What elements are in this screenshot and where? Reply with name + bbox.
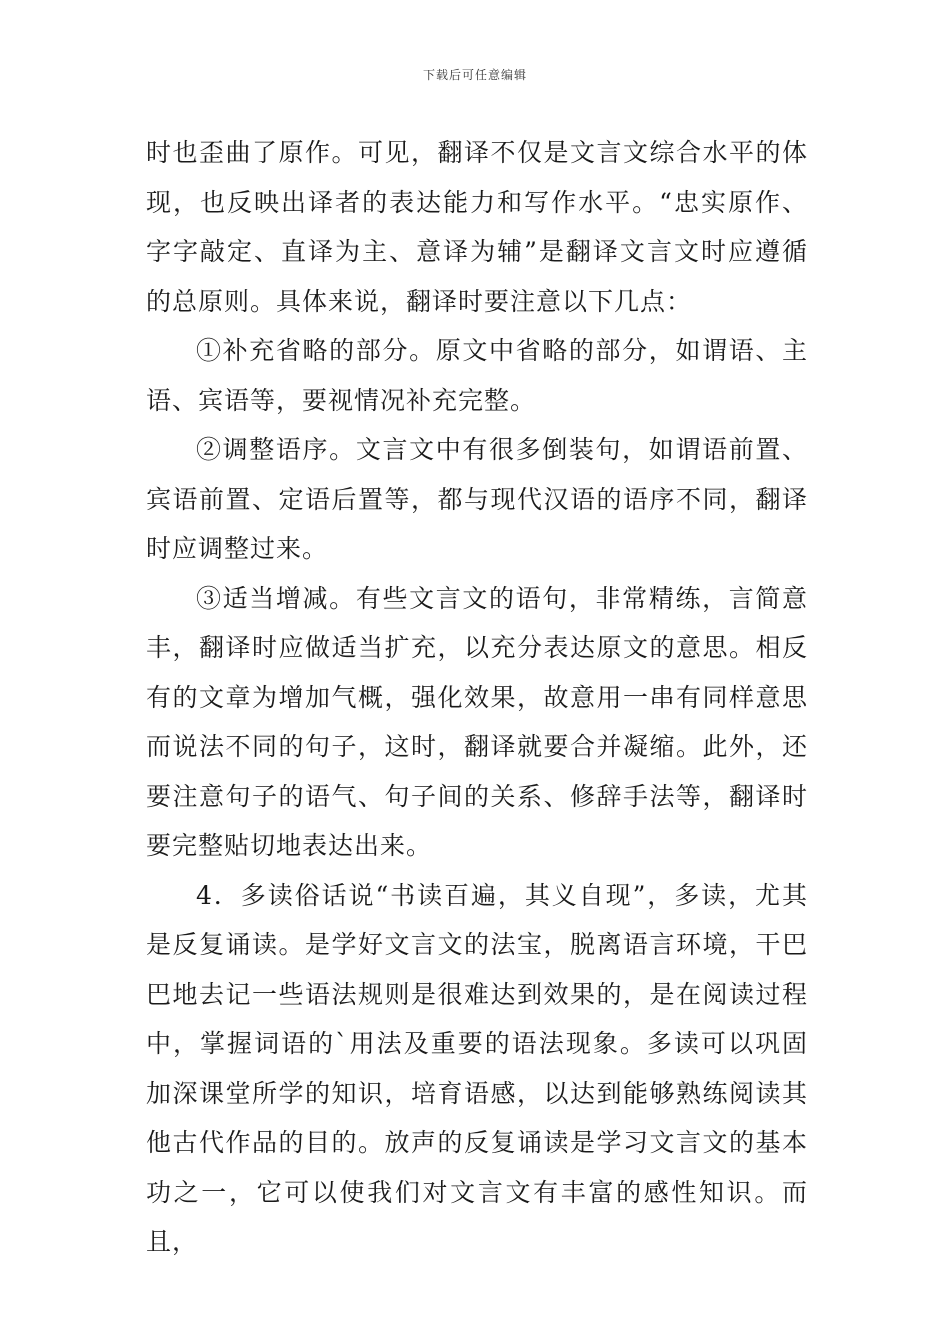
paragraph-read-more: 4．多读俗话说“书读百遍，其义自现”，多读，尤其是反复诵读。是学好文言文的法宝，脱离语言环境，干巴巴地去记一些语法规则是很难达到效果的，是在阅读过程中，掌握词语的`用法及重要的语法现象。多读可以巩固加深课堂所学的知识，培育语感，以达到能够熟练阅读其他古代作品的目的。放声的反复诵读是学习文言文的基本功之一，它可以使我们对文言文有丰富的感性知识。而且，: [146, 880, 808, 1256]
page-header: 下载后可任意编辑: [422, 68, 527, 82]
paragraph-adjust-word-order: ②调整语序。文言文中有很多倒装句，如谓语前置、宾语前置、定语后置等，都与现代汉语的语序不同，翻译时应调整过来。: [146, 435, 808, 563]
paragraph-add-remove: ③适当增减。有些文言文的语句，非常精练，言简意丰，翻译时应做适当扩充，以充分表达原文的意思。相反有的文章为增加气概，强化效果，故意用一串有同样意思而说法不同的句子，这时，翻译就要合并凝缩。此外，还要注意句子的语气、句子间的关系、修辞手法等，翻译时要完整贴切地表达出来。: [146, 583, 808, 860]
document-body: [146, 128, 808, 1267]
paragraph-supplement-omission: ①补充省略的部分。原文中省略的部分，如谓语、主语、宾语等，要视情况补充完整。: [146, 336, 808, 415]
paragraph-continuation: 时也歪曲了原作。可见，翻译不仅是文言文综合水平的体现，也反映出译者的表达能力和写作水平。“忠实原作、字字敲定、直译为主、意译为辅”是翻译文言文时应遵循的总原则。具体来说，翻译时要注意以下几点：: [146, 138, 808, 316]
